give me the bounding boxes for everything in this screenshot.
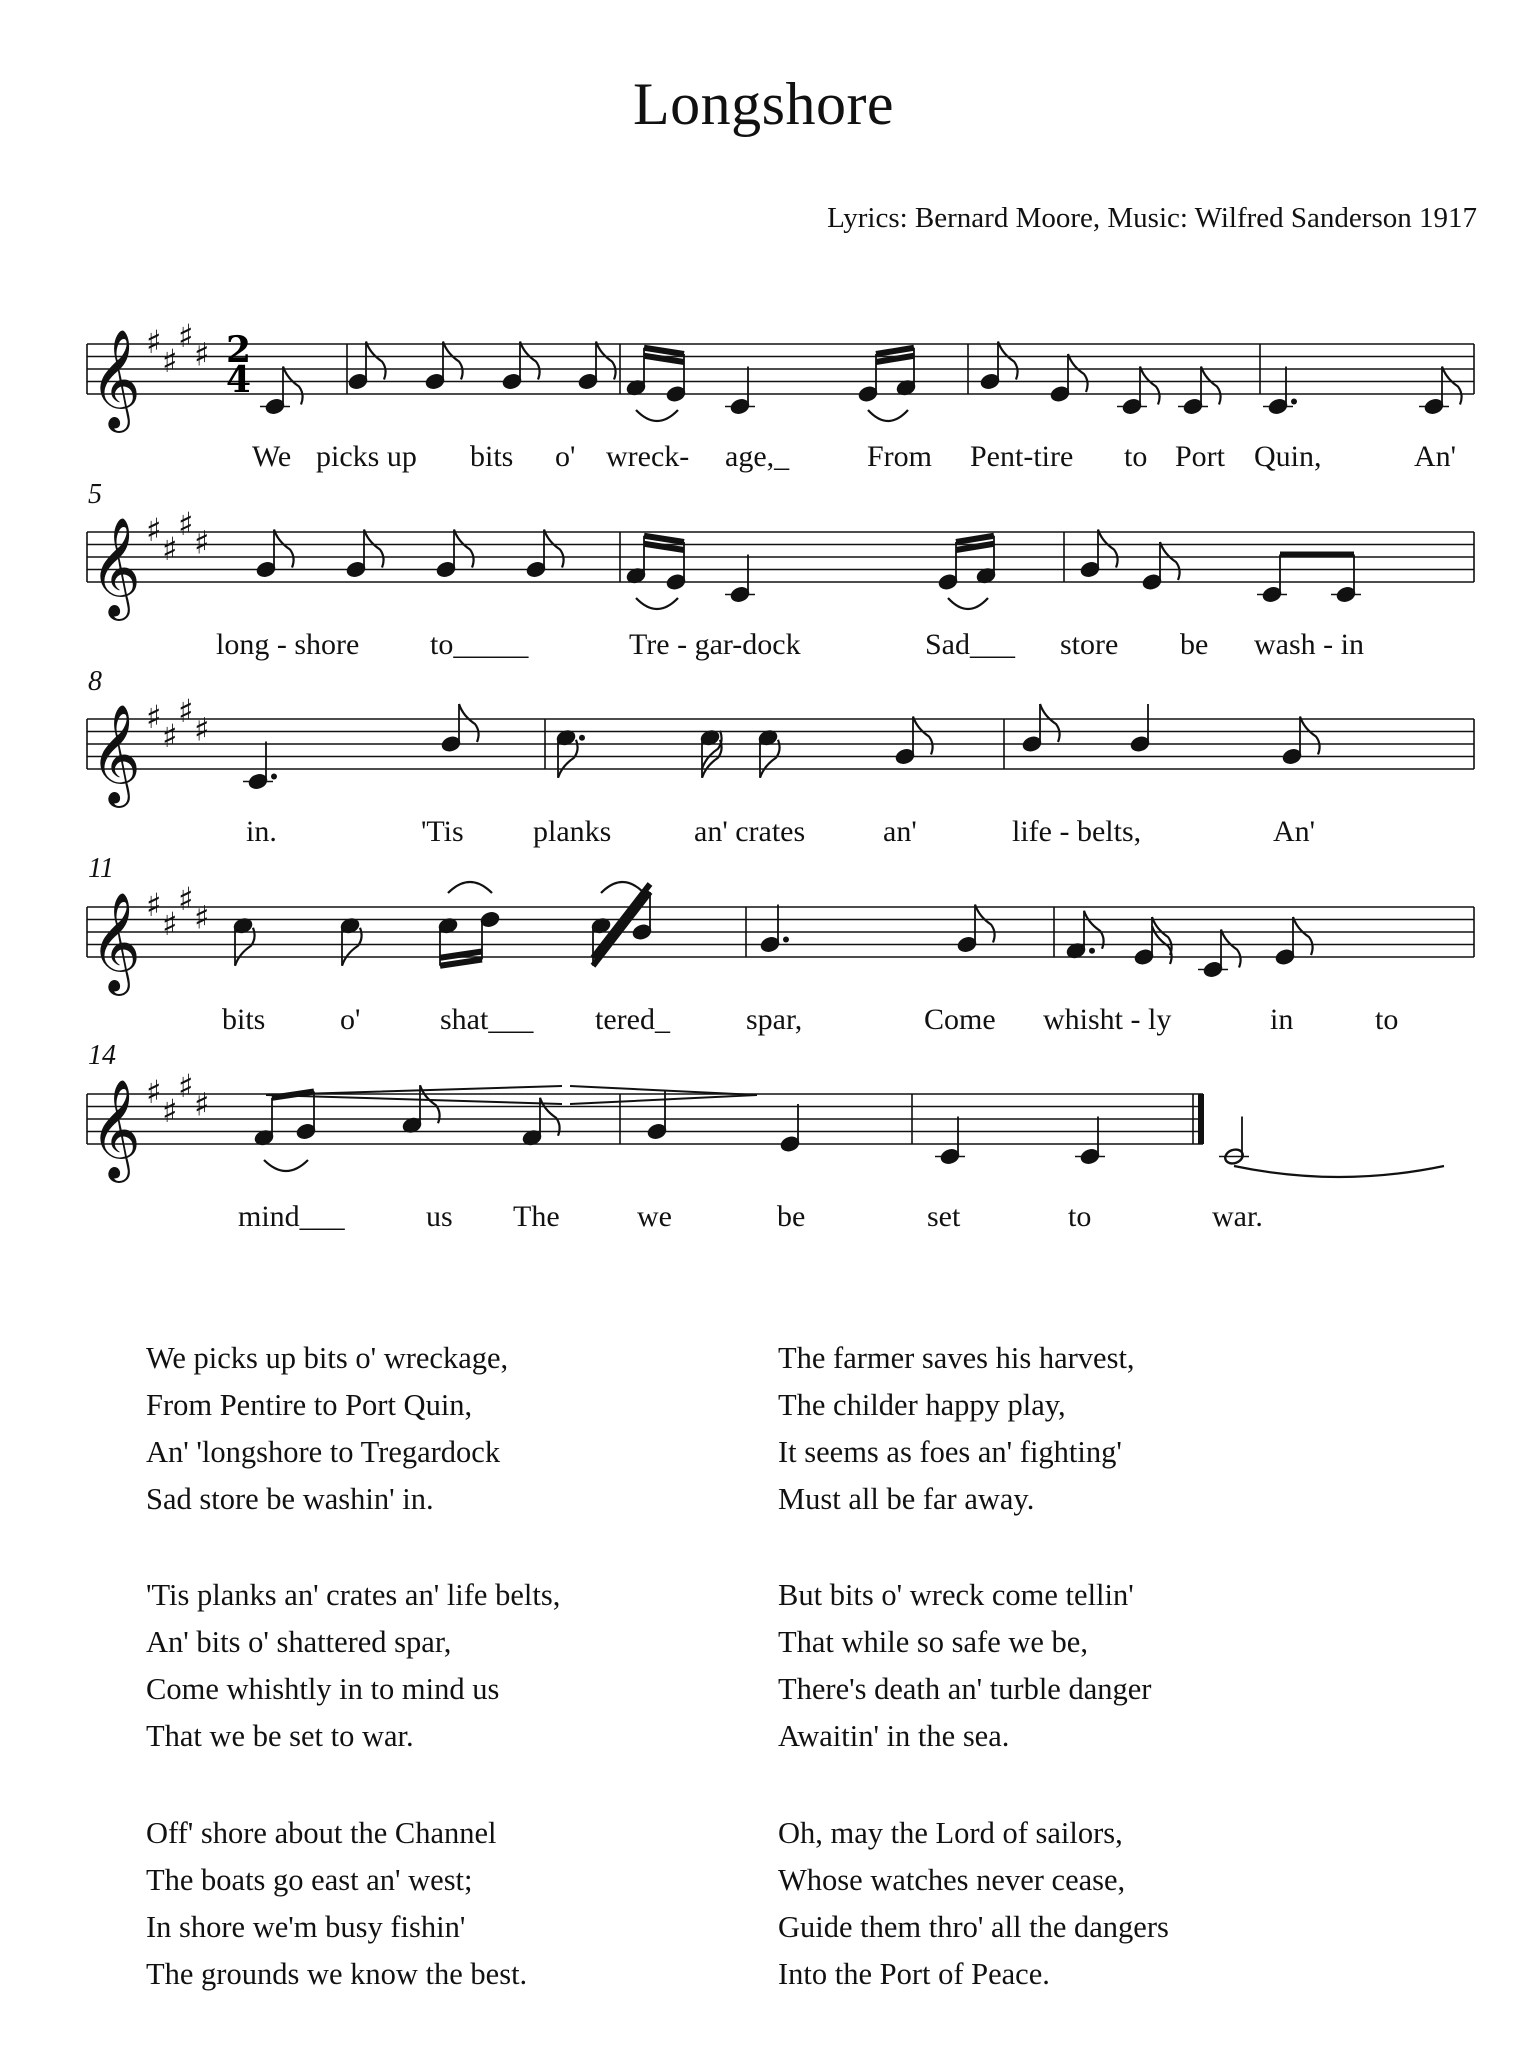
note-flag <box>1442 367 1462 405</box>
sharp-icon: ♯ <box>162 341 178 380</box>
stanza-line: The farmer saves his harvest, <box>778 1341 1135 1375</box>
stanza-line: Sad store be washin' in. <box>146 1482 434 1516</box>
lyric-syllable: long - shore <box>216 628 360 661</box>
lyrics-system-1 <box>252 440 1456 473</box>
note-flag <box>1201 367 1221 405</box>
stanza-line: There's death an' turble danger <box>778 1672 1152 1706</box>
sharp-icon: ♯ <box>178 316 194 355</box>
note-flag <box>366 342 386 380</box>
sharp-icon: ♯ <box>162 904 178 943</box>
lyrics-system-5 <box>238 1200 1263 1233</box>
staff-system-2 <box>87 505 1474 621</box>
stanza-line: An' bits o' shattered spar, <box>146 1625 452 1659</box>
note-flag <box>1152 917 1172 955</box>
lyric-syllable: o' <box>340 1003 361 1036</box>
stanza-line: That we be set to war. <box>146 1719 414 1753</box>
sharp-icon: ♯ <box>194 710 210 749</box>
slur <box>868 410 908 421</box>
lyric-syllable: bits <box>222 1003 266 1036</box>
lyric-syllable: to <box>1068 1200 1092 1233</box>
note-flag <box>1040 704 1060 742</box>
note-beam <box>876 348 914 354</box>
note-flag <box>1300 717 1320 755</box>
note-flag <box>1084 911 1104 949</box>
lyric-syllable: 'Tis <box>421 815 464 848</box>
stanza-3 <box>146 1810 527 1998</box>
staff-system-5 <box>87 1067 1444 1183</box>
lyrics-system-4 <box>222 1003 1398 1036</box>
slur <box>264 1160 308 1171</box>
sharp-icon: ♯ <box>178 879 194 918</box>
note-flag <box>558 740 578 778</box>
note-flag <box>1068 354 1088 392</box>
lyrics-system-2 <box>216 628 1364 661</box>
note-flag <box>459 704 479 742</box>
staff-system-3 <box>87 692 1474 808</box>
lyric-syllable: us <box>426 1200 453 1233</box>
slur <box>636 410 678 421</box>
lyric-syllable: life - belts, <box>1012 815 1142 848</box>
lyric-syllable: to <box>1375 1003 1399 1036</box>
slur <box>448 882 492 893</box>
stanza-line: Off' shore about the Channel <box>146 1816 497 1850</box>
lyric-syllable: war. <box>1212 1200 1263 1233</box>
lyric-syllable: mind___ <box>238 1200 345 1233</box>
stanza-2 <box>146 1572 560 1760</box>
note-dot <box>1089 948 1095 954</box>
sharp-icon: ♯ <box>178 1066 194 1105</box>
lyric-syllable: Port <box>1175 440 1226 473</box>
note-flag <box>443 342 463 380</box>
slur <box>1234 1166 1444 1177</box>
lyric-syllable: an' crates <box>694 815 806 848</box>
lyric-syllable: An' <box>1414 440 1457 473</box>
measure-number-11: 11 <box>88 853 114 884</box>
stanza-line: The grounds we know the best. <box>146 1957 528 1991</box>
lyric-syllable: Quin, <box>1254 440 1322 473</box>
lyric-syllable: shat___ <box>440 1003 534 1036</box>
sharp-icon: ♯ <box>146 511 162 549</box>
note-dot <box>783 937 789 943</box>
lyric-syllable: an' <box>883 815 917 848</box>
measure-number-8: 8 <box>88 666 102 697</box>
stanza-5 <box>778 1572 1151 1760</box>
stanza-line: 'Tis planks an' crates an' life belts, <box>146 1578 561 1612</box>
measure-number-5: 5 <box>88 479 102 510</box>
stanza-line: Come whishtly in to mind us <box>146 1672 500 1706</box>
note-flag <box>520 342 540 380</box>
note-flag <box>1221 930 1241 968</box>
stanza-line: The boats go east an' west; <box>146 1863 473 1897</box>
lyrics-system-3 <box>246 815 1315 848</box>
note-beam <box>644 348 684 354</box>
sharp-icon: ♯ <box>162 1091 178 1130</box>
decrescendo-hairpin <box>570 1086 757 1104</box>
sharp-icon: ♯ <box>194 898 210 937</box>
note-flag <box>975 905 995 943</box>
note-flag <box>998 342 1018 380</box>
stanza-line: But bits o' wreck come tellin' <box>778 1578 1134 1612</box>
stanza-line: Whose watches never cease, <box>778 1863 1126 1897</box>
stanza-line: The childer happy play, <box>778 1388 1066 1422</box>
treble-clef-icon: 𝄞 <box>90 329 141 429</box>
stanza-line: Guide them thro' all the dangers <box>778 1910 1169 1944</box>
note-flag <box>913 717 933 755</box>
note-flag <box>342 928 362 966</box>
measure-number-14: 14 <box>88 1040 116 1071</box>
stanza-line: Must all be far away. <box>778 1482 1035 1516</box>
note-flag <box>283 367 303 405</box>
stanza-line: Awaitin' in the sea. <box>778 1719 1010 1753</box>
lyric-syllable: in <box>1270 1003 1294 1036</box>
lyric-syllable: in. <box>246 815 277 848</box>
staff-system-4 <box>87 880 1474 996</box>
time-signature-bottom: 4 <box>226 359 252 401</box>
lyric-syllable: From <box>867 440 933 473</box>
stanza-line: From Pentire to Port Quin, <box>146 1388 473 1422</box>
sharp-icon: ♯ <box>178 691 194 730</box>
note-flag <box>1293 917 1313 955</box>
song-title: Longshore <box>632 71 895 137</box>
stanza-line: Into the Port of Peace. <box>778 1957 1050 1991</box>
lyric-syllable: to <box>1124 440 1148 473</box>
lyric-syllable: We <box>252 440 292 473</box>
note-flag <box>702 740 722 778</box>
lyric-syllable: An' <box>1273 815 1316 848</box>
stanza-line: It seems as foes an' fighting' <box>778 1435 1122 1469</box>
lyric-syllable: planks <box>533 815 612 848</box>
note-flag <box>1140 367 1160 405</box>
lyric-syllable: bits <box>470 440 514 473</box>
sharp-icon: ♯ <box>162 529 178 568</box>
note-dot <box>271 774 277 780</box>
treble-clef-icon: 𝄞 <box>90 517 141 617</box>
sharp-icon: ♯ <box>194 335 210 374</box>
lyric-syllable: o' <box>555 440 576 473</box>
lyric-syllable: Tre - gar-dock <box>629 628 801 661</box>
time-signature-top: 2 <box>226 329 252 371</box>
lyric-syllable: wreck- <box>606 440 690 473</box>
lyric-syllable: be <box>1180 628 1209 661</box>
sharp-icon: ♯ <box>146 698 162 736</box>
sharp-icon: ♯ <box>162 716 178 755</box>
lyric-syllable: store <box>1060 628 1119 661</box>
sharp-icon: ♯ <box>194 523 210 562</box>
note-flag <box>596 342 616 380</box>
note-flag <box>544 530 564 568</box>
treble-clef-icon: 𝄞 <box>90 1079 141 1179</box>
sharp-icon: ♯ <box>178 504 194 543</box>
note-flag <box>235 928 255 966</box>
sharp-icon: ♯ <box>146 323 162 361</box>
sharp-icon: ♯ <box>146 886 162 924</box>
note-dot <box>1291 399 1297 405</box>
lyric-syllable: set <box>927 1200 961 1233</box>
stanza-line: Oh, may the Lord of sailors, <box>778 1816 1123 1850</box>
treble-clef-icon: 𝄞 <box>90 892 141 992</box>
stanza-6 <box>778 1810 1169 1998</box>
lyric-syllable: The <box>513 1200 560 1233</box>
lyric-syllable: tered_ <box>595 1003 670 1036</box>
final-barline <box>1198 1094 1204 1144</box>
note-flag <box>1098 530 1118 568</box>
stanza-line: We picks up bits o' wreckage, <box>146 1341 509 1375</box>
slur <box>601 882 644 893</box>
note-beam <box>440 960 482 966</box>
note-flag <box>364 530 384 568</box>
note-flag <box>274 530 294 568</box>
lyric-syllable: Come <box>924 1003 996 1036</box>
note-beam <box>956 536 994 542</box>
treble-clef-icon: 𝄞 <box>90 704 141 804</box>
staff-system-1 <box>87 317 1474 433</box>
lyric-syllable: picks up <box>316 440 417 473</box>
lyric-syllable: age,_ <box>725 440 790 473</box>
slur <box>948 598 988 609</box>
lyric-syllable: be <box>777 1200 806 1233</box>
stanza-line: That while so safe we be, <box>778 1625 1088 1659</box>
lyric-syllable: to_____ <box>430 628 529 661</box>
note-flag <box>760 740 780 778</box>
lyric-syllable: Sad___ <box>925 628 1015 661</box>
sharp-icon: ♯ <box>146 1073 162 1111</box>
note-flag <box>1160 542 1180 580</box>
lyric-syllable: wash - in <box>1254 628 1364 661</box>
lyric-syllable: spar, <box>746 1003 803 1036</box>
lyric-syllable: whisht - ly <box>1043 1003 1172 1036</box>
credit-line: Lyrics: Bernard Moore, Music: Wilfred Sanderson 1917 <box>827 202 1477 234</box>
stanza-line: In shore we'm busy fishin' <box>146 1910 466 1944</box>
note-beam <box>644 536 684 542</box>
note-flag <box>454 530 474 568</box>
slur <box>636 598 678 609</box>
note-dot <box>579 735 585 741</box>
lyric-syllable: we <box>637 1200 672 1233</box>
stanza-1 <box>146 1335 508 1523</box>
stanza-line: An' 'longshore to Tregardock <box>146 1435 501 1469</box>
sharp-icon: ♯ <box>194 1085 210 1124</box>
lyric-syllable: Pent-tire <box>970 440 1074 473</box>
stanza-4 <box>778 1335 1135 1523</box>
